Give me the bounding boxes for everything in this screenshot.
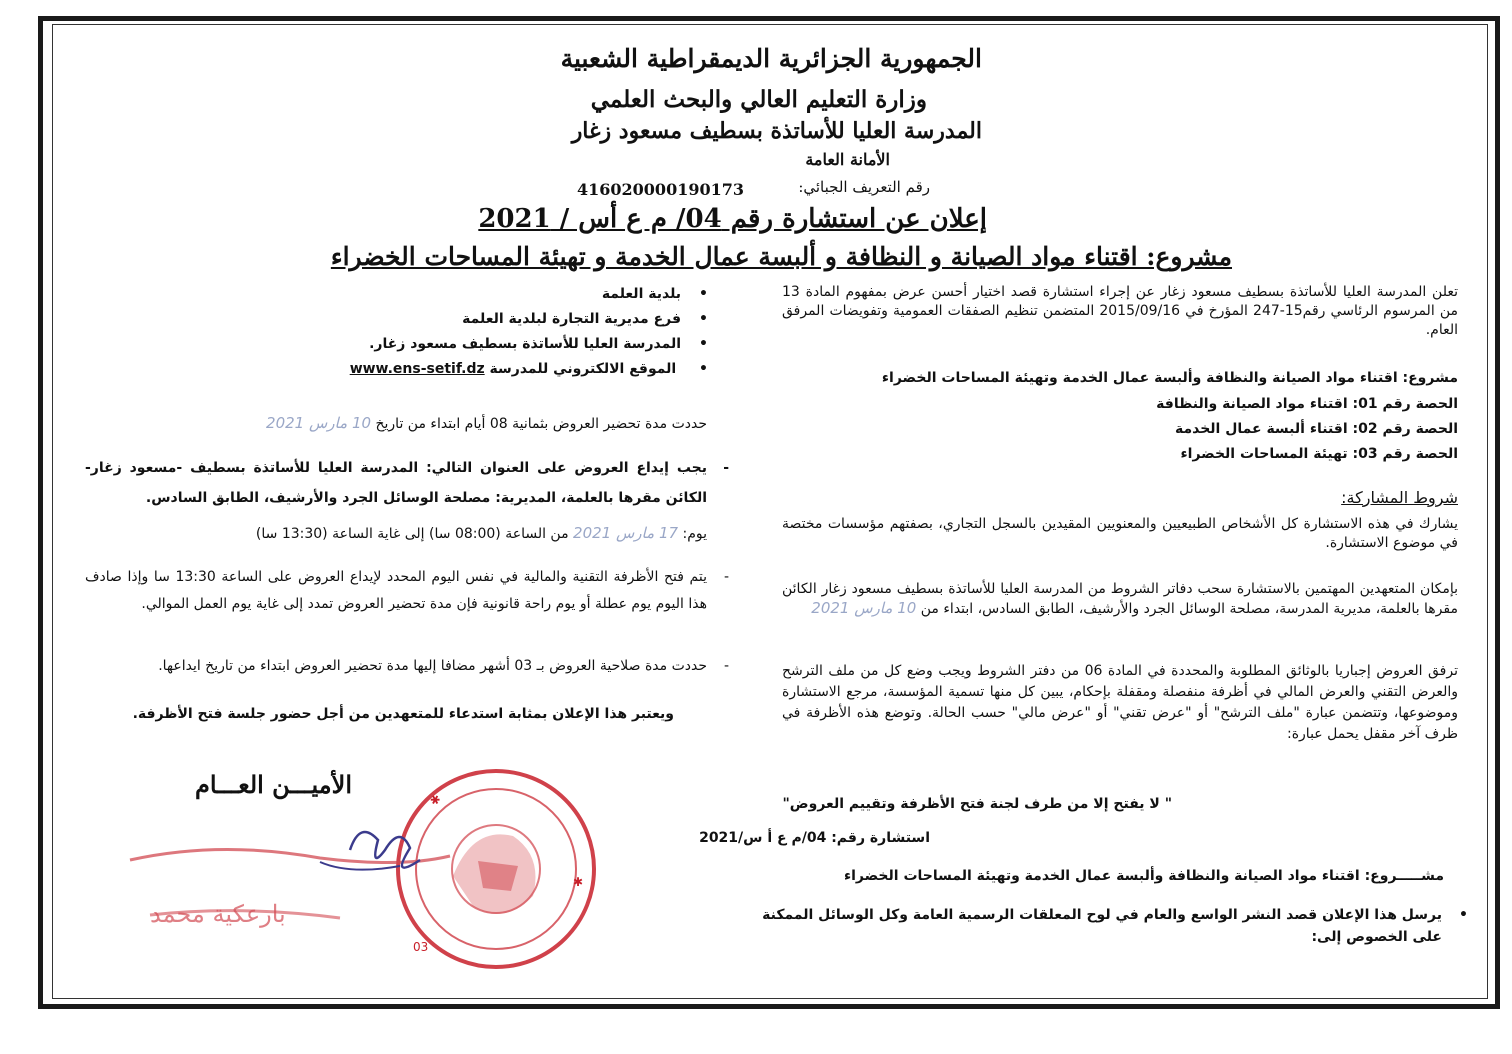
project-line: مشروع: اقتناء مواد الصيانة والنظافة وألبسة عمال الخدمة وتهيئة المساحات الخضراء [881, 370, 1458, 386]
deadline-text: حددت مدة تحضير العروض بثمانية 08 أيام ابتداء من تاريخ [375, 416, 707, 432]
tax-id-label: رقم التعريف الجبائي: [798, 178, 930, 196]
recipients-list [350, 282, 712, 382]
deposit-day-label: يوم: [682, 526, 707, 542]
signatory-title: الأميـــن العـــام [195, 770, 352, 799]
lot-3-label: الحصة رقم 03: [1352, 446, 1458, 462]
svg-text:✱: ✱ [427, 791, 444, 809]
invitation-line: ويعتبر هذا الإعلان بمثابة استدعاء للمتعهدين من أجل حضور جلسة فتح الأظرفة. [132, 706, 674, 722]
recipient-item: • المدرسة العليا للأساتذة بسطيف مسعود زغار. [350, 332, 712, 357]
header-republic: الجمهورية الجزائرية الديمقراطية الشعبية [560, 44, 982, 73]
lot-1 [1156, 396, 1458, 412]
deposit-text: يجب إيداع العروض على العنوان التالي: المدرسة العليا للأساتذة بسطيف -مسعود زغار- الكائن مقرها بالعلمة، المديرية: مصلحة الوسائل الجرد والأرشيف، الطابق السادس. [85, 460, 707, 506]
validity-paragraph: - حددت مدة صلاحية العروض بـ 03 أشهر مضافا إليها مدة تحضير العروض ابتداء من تاريخ ايداعها. [85, 654, 707, 678]
conditions-p1: يشارك في هذه الاستشارة كل الأشخاص الطبيعيين والمعنويين المقيدين بالسجل التجاري، بصفتهم مؤسسات مختصة في موضوع الاستشارة. [782, 516, 1458, 551]
intro-paragraph: تعلن المدرسة العليا للأساتذة بسطيف مسعود زغار عن إجراء استشارة قصد اختيار أحسن عرض بمفهوم المادة 13 من المرسوم الرئاسي رقم15-247 المؤرخ في 2015/09/16 المتضمن تنظيم الصفقات العمومية وتفويضات المرفق العام. [782, 284, 1458, 338]
deposit-hours [256, 524, 707, 544]
envelope-reference: استشارة رقم: 04/م ع أ س/2021 [699, 830, 930, 846]
conditions-title: شروط المشاركة: [1341, 488, 1458, 507]
conditions-p2 [782, 580, 1458, 619]
school-website-link[interactable]: www.ens-setif.dz [349, 361, 485, 377]
recipient-item: • فرع مديرية التجارة لبلدية العلمة [350, 307, 712, 332]
header-ministry: وزارة التعليم العالي والبحث العلمي [590, 86, 927, 113]
conditions-p3: ترفق العروض إجباريا بالوثائق المطلوبة والمحددة في المادة 06 من دفتر الشروط ويجب وضع كل من ملف الترشح والعرض التقني والعرض المالي في أظرفة منفصلة ومقفلة بإحكام، يبين كل منها تسمية المؤسسة، مرجع الاستشارة وموضوعها، وتتضمن عبارة "ملف الترشح" أو "عرض تقني" أو "عرض مالي" حسب الحالة. وتوضع هذه الأظرفة في ظرف آخر مقفل يحمل عبارة: [782, 663, 1459, 742]
envelope-quote: " لا يفتح إلا من طرف لجنة فتح الأظرفة وتقييم العروض" [782, 796, 1172, 812]
lot-1-label: الحصة رقم 01: [1352, 396, 1458, 412]
lot-3-text: تهيئة المساحات الخضراء [1180, 446, 1348, 462]
opening-paragraph: - يتم فتح الأظرفة التقنية والمالية في نفس اليوم المحدد لإيداع العروض على الساعة 13:30 سا وإذا صادف هذا اليوم يوم عطلة أو يوم راحة قانونية فإن مدة تحضير العروض تمدد إلى غاية يوم العمل الموالي. [85, 564, 707, 618]
deposit-paragraph [85, 453, 707, 513]
deposit-date-stamp: 17 مارس 2021 [573, 524, 679, 542]
lot-3 [1181, 446, 1459, 462]
recipient-item [350, 357, 712, 382]
publish-notice: • يرسل هذا الإعلان قصد النشر الواسع والعام في لوح المعلقات الرسمية العامة وكل الوسائل الممكنة على الخصوص إلى: [762, 904, 1442, 948]
conditions-p2-text: بإمكان المتعهدين المهتمين بالاستشارة سحب دفاتر الشروط من المدرسة العليا للأساتذة بسطيف مسعود زغار الكائن مقرها بالعلمة، مديرية المدرسة، مصلحة الوسائل الجرد والأرشيف، الطابق السادس، ابتداء من [782, 581, 1458, 617]
recipient-website-label: الموقع الالكتروني للمدرسة [489, 361, 677, 377]
tax-id-value: 416020000190173 [577, 180, 744, 199]
svg-text:✱: ✱ [573, 875, 584, 889]
deadline-line [266, 414, 707, 434]
recipient-item: • بلدية العلمة [350, 282, 712, 307]
header-secretariat: الأمانة العامة [805, 150, 890, 169]
svg-text:03: 03 [413, 940, 429, 954]
envelope-project: مشـــــروع: اقتناء مواد الصيانة والنظافة وألبسة عمال الخدمة وتهيئة المساحات الخضراء [843, 868, 1444, 884]
lot-2-label: الحصة رقم 02: [1352, 421, 1458, 437]
header-school: المدرسة العليا للأساتذة بسطيف مسعود زغار [571, 118, 982, 144]
deadline-date-stamp: 10 مارس 2021 [266, 414, 372, 432]
lot-2-text: اقتناء ألبسة عمال الخدمة [1174, 421, 1348, 437]
withdraw-date-stamp: 10 مارس 2021 [811, 599, 917, 617]
announcement-title: إعلان عن استشارة رقم 04/ م ع أس / 2021 [478, 204, 987, 234]
signatory-name: بارعكية محمد [150, 900, 286, 928]
project-title: مشروع: اقتناء مواد الصيانة و النظافة و ألبسة عمال الخدمة و تهيئة المساحات الخضراء [330, 242, 1232, 271]
lot-2 [1175, 421, 1458, 437]
deposit-hours-text: من الساعة (08:00 سا) إلى غاية الساعة (13:30 سا) [255, 526, 569, 542]
lot-1-text: اقتناء مواد الصيانة والنظافة [1156, 396, 1348, 412]
